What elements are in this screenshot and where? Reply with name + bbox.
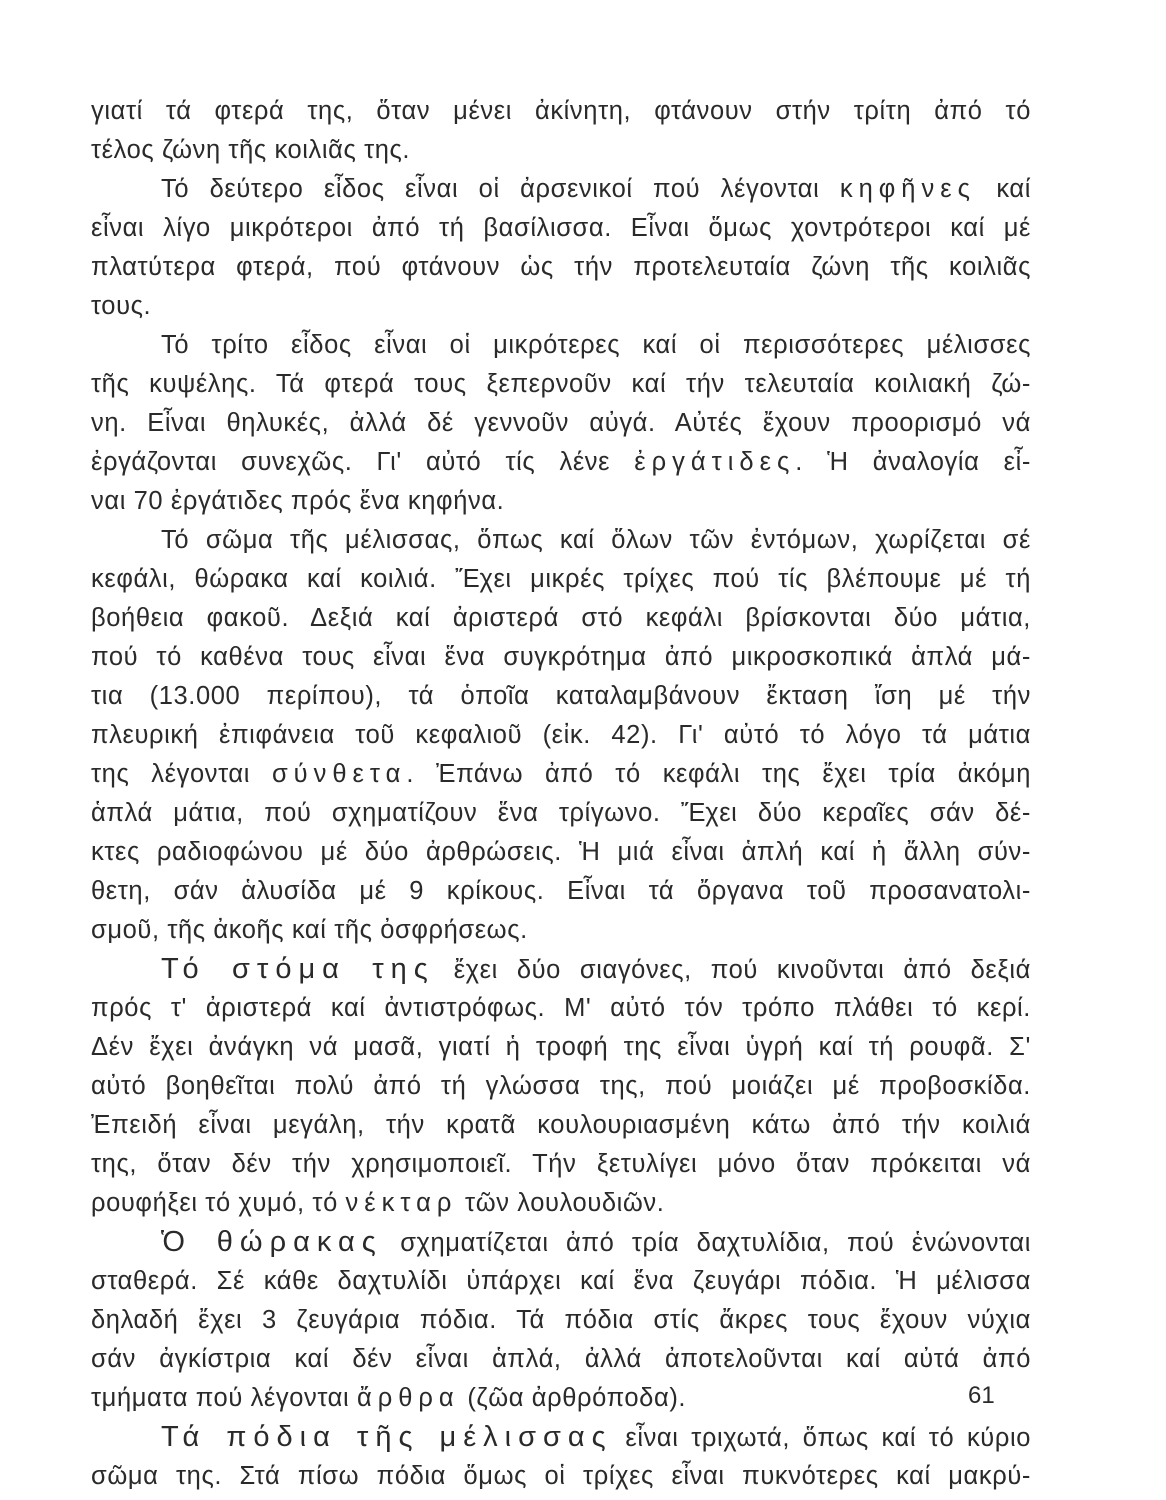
text-line [91,911,1031,950]
line-text: εἶναι λίγο μικρότεροι ἀπό τή βασίλισσα. Εἶναι ὅμως χοντρότεροι καί μέ [91,214,1031,242]
emphasized-term: Ὁ θώρακας [161,1226,383,1258]
line-text: αὐτό βοηθεῖται πολύ ἀπό τή γλώσσα της, πού μοιάζει μέ προβοσκίδα. [91,1072,1031,1100]
line-text: κτες ραδιοφώνου μέ δύο ἀρθρώσεις. Ἡ μιά εἶναι ἁπλή καί ἡ ἄλλη σύν- [91,838,1031,866]
text-line [91,209,1031,248]
text-line [91,482,1031,521]
page-number: 61 [968,1382,995,1409]
text-line [91,1340,1031,1379]
body-text [91,92,1031,1496]
line-text-part: τῶν λουλουδιῶν. [457,1189,665,1217]
text-line [91,1145,1031,1184]
line-text: της, ὅταν δέν τήν χρησιμοποιεῖ. Τήν ξετυλίγει μόνο ὅταν πρόκειται νά [91,1150,1031,1178]
line-text-part: Τό δεύτερο εἶδος εἶναι οἱ ἀρσενικοί πού λέγονται [161,175,840,203]
line-text-part: . Ἡ ἀναλογία εἶ- [795,448,1032,476]
line-text: δηλαδή ἔχει 3 ζευγάρια πόδια. Τά πόδια στίς ἄκρες τους ἔχουν νύχια [91,1306,1031,1334]
text-line [91,131,1031,170]
line-text: σμοῦ, τῆς ἀκοῆς καί τῆς ὀσφρήσεως. [91,916,528,944]
line-text-part: ἔχει δύο σιαγόνες, πού κινοῦνται ἀπό δεξιά [434,956,1031,984]
emphasized-term: ἐργάτιδες [634,448,796,476]
line-text-part: . Ἐπάνω ἀπό τό κεφάλι της ἔχει τρία ἀκόμη [406,760,1031,788]
text-line [91,443,1031,482]
line-text: νη. Εἶναι θηλυκές, ἀλλά δέ γεννοῦν αὐγά. Αὐτές ἔχουν προορισμό νά [91,409,1031,437]
line-text: βοήθεια φακοῦ. Δεξιά καί ἀριστερά στό κεφάλι βρίσκονται δύο μάτια, [91,604,1031,632]
text-line [91,365,1031,404]
line-text: τῆς κυψέλης. Τά φτερά τους ξεπερνοῦν καί τήν τελευταία κοιλιακή ζώ- [91,370,1031,398]
text-line [91,1301,1031,1340]
text-line [91,1184,1031,1223]
text-line [91,794,1031,833]
line-text: γιατί τά φτερά της, ὅταν μένει ἀκίνητη, φτάνουν στήν τρίτη ἀπό τό [91,97,1031,125]
line-text: τια (13.000 περίπου), τά ὁποῖα καταλαμβάνουν ἔκταση ἴση μέ τήν [91,682,1031,710]
text-line [91,404,1031,443]
line-text: ναι 70 ἐργάτιδες πρός ἕνα κηφήνα. [91,487,505,515]
emphasized-term: σύνθετα [271,760,407,788]
line-text: Ἐπειδή εἶναι μεγάλη, τήν κρατᾶ κουλουριασμένη κάτω ἀπό τήν κοιλιά [91,1111,1031,1139]
text-line [91,1106,1031,1145]
line-text: σάν ἀγκίστρια καί δέν εἶναι ἁπλά, ἀλλά ἀποτελοῦνται καί αὐτά ἀπό [91,1345,1031,1373]
emphasized-term: Τά πόδια τῆς μέλισσας [161,1421,613,1453]
line-text: πρός τ' ἀριστερά καί ἀντιστρόφως. Μ' αὐτό τόν τρόπο πλάθει τό κερί. [91,994,1031,1022]
line-text-part: της λέγονται [91,760,272,788]
text-line [91,1223,1031,1262]
text-line [91,872,1031,911]
line-text: ἁπλά μάτια, πού σχηματίζουν ἕνα τρίγωνο. Ἔχει δύο κεραῖες σάν δέ- [91,799,1031,827]
line-text-part: ἐργάζονται συνεχῶς. Γι' αὐτό τίς λένε [91,448,635,476]
line-text: πλευρική ἐπιφάνεια τοῦ κεφαλιοῦ (εἰκ. 42). Γι' αὐτό τό λόγο τά μάτια [91,721,1031,749]
line-text: τέλος ζώνη τῆς κοιλιᾶς της. [91,136,411,164]
text-line [91,638,1031,677]
line-text: Τό σῶμα τῆς μέλισσας, ὅπως καί ὅλων τῶν ἐντόμων, χωρίζεται σέ [161,526,1031,554]
line-text-part: ρουφήξει τό χυμό, τό [91,1189,346,1217]
emphasized-term: Τό στόμα της [161,953,435,985]
text-line [91,755,1031,794]
text-line [91,1457,1031,1496]
text-line [91,989,1031,1028]
text-line [91,1262,1031,1301]
text-line [91,326,1031,365]
line-text: πού τό καθένα τους εἶναι ἕνα συγκρότημα ἀπό μικροσκοπικά ἁπλά μά- [91,643,1031,671]
line-text-part: σχηματίζεται ἀπό τρία δαχτυλίδια, πού ἑνώνονται [382,1229,1032,1257]
text-line [91,950,1031,989]
line-text: σταθερά. Σέ κάθε δαχτυλίδι ὑπάρχει καί ἕνα ζευγάρι πόδια. Ἡ μέλισσα [91,1267,1031,1295]
text-line [91,287,1031,326]
line-text: Δέν ἔχει ἀνάγκη νά μασᾶ, γιατί ἡ τροφή της εἶναι ὑγρή καί τή ρουφᾶ. Σ' [91,1033,1031,1061]
text-line [91,1067,1031,1106]
line-text: σῶμα της. Στά πίσω πόδια ὅμως οἱ τρίχες εἶναι πυκνότερες καί μακρύ- [91,1462,1031,1490]
line-text: πλατύτερα φτερά, πού φτάνουν ὡς τήν προτελευταία ζώνη τῆς κοιλιᾶς [91,253,1031,281]
line-text: Τό τρίτο εἶδος εἶναι οἱ μικρότερες καί οἱ περισσότερες μέλισσες [161,331,1031,359]
line-text: κεφάλι, θώρακα καί κοιλιά. Ἔχει μικρές τρίχες πού τίς βλέπουμε μέ τή [91,565,1031,593]
text-line [91,560,1031,599]
text-line [91,170,1031,209]
emphasized-term: ἄρθρα [356,1384,460,1412]
text-line [91,92,1031,131]
text-line [91,1028,1031,1067]
text-line [91,677,1031,716]
line-text-part: τμήματα πού λέγονται [91,1384,357,1412]
emphasized-term: νέκταρ [345,1189,458,1217]
text-line [91,833,1031,872]
text-line [91,1379,1031,1418]
line-text-part: (ζῶα ἀρθρόποδα). [459,1384,687,1412]
text-line [91,599,1031,638]
text-line [91,1418,1031,1457]
text-line [91,521,1031,560]
text-line [91,716,1031,755]
line-text-part: καί [975,175,1031,203]
emphasized-term: κηφῆνες [839,175,976,203]
line-text: τους. [91,292,152,320]
text-line [91,248,1031,287]
line-text: θετη, σάν ἁλυσίδα μέ 9 κρίκους. Εἶναι τά ὄργανα τοῦ προσανατολι- [91,877,1031,905]
line-text-part: εἶναι τριχωτά, ὅπως καί τό κύριο [612,1424,1031,1452]
